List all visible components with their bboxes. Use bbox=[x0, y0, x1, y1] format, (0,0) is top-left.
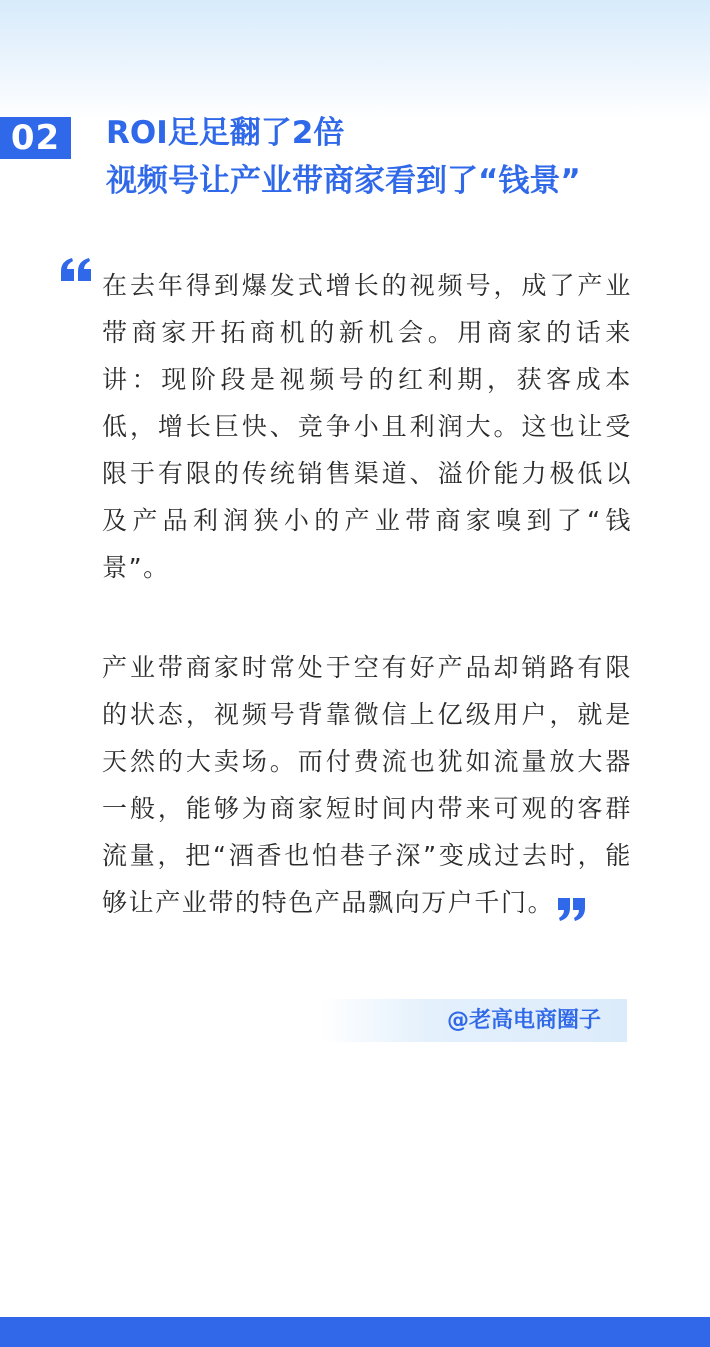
article-paragraph-2: 产业带商家时常处于空有好产品却销路有限的状态，视频号背靠微信上亿级用户，就是天然的大卖场。而付费流也犹如流量放大器一般，能够为商家短时间内带来可观的客群流量，把“酒香也怕巷子深”变成过去时，能够让产业带的特色产品飘向万户千门。 bbox=[102, 653, 632, 917]
quote-open-icon bbox=[60, 257, 94, 297]
quote-close-icon bbox=[557, 892, 587, 928]
header-gradient bbox=[0, 0, 710, 120]
section-number-badge: 02 bbox=[0, 117, 71, 159]
section-title-line-1: ROI足足翻了2倍 bbox=[106, 115, 345, 151]
section-title-line-2: 视频号让产业带商家看到了“钱景” bbox=[106, 163, 581, 199]
signature-text: @老高电商圈子 bbox=[446, 1008, 601, 1033]
bottom-accent-bar bbox=[0, 1317, 710, 1347]
article-paragraph-1: 在去年得到爆发式增长的视频号，成了产业带商家开拓商机的新机会。用商家的话来讲：现阶段是视频号的红利期，获客成本低，增长巨快、竞争小且利润大。这也让受限于有限的传统销售渠道、溢价能力极低以及产品利润狭小的产业带商家嗅到了“钱景”。 bbox=[102, 271, 632, 582]
signature-banner bbox=[320, 999, 627, 1042]
